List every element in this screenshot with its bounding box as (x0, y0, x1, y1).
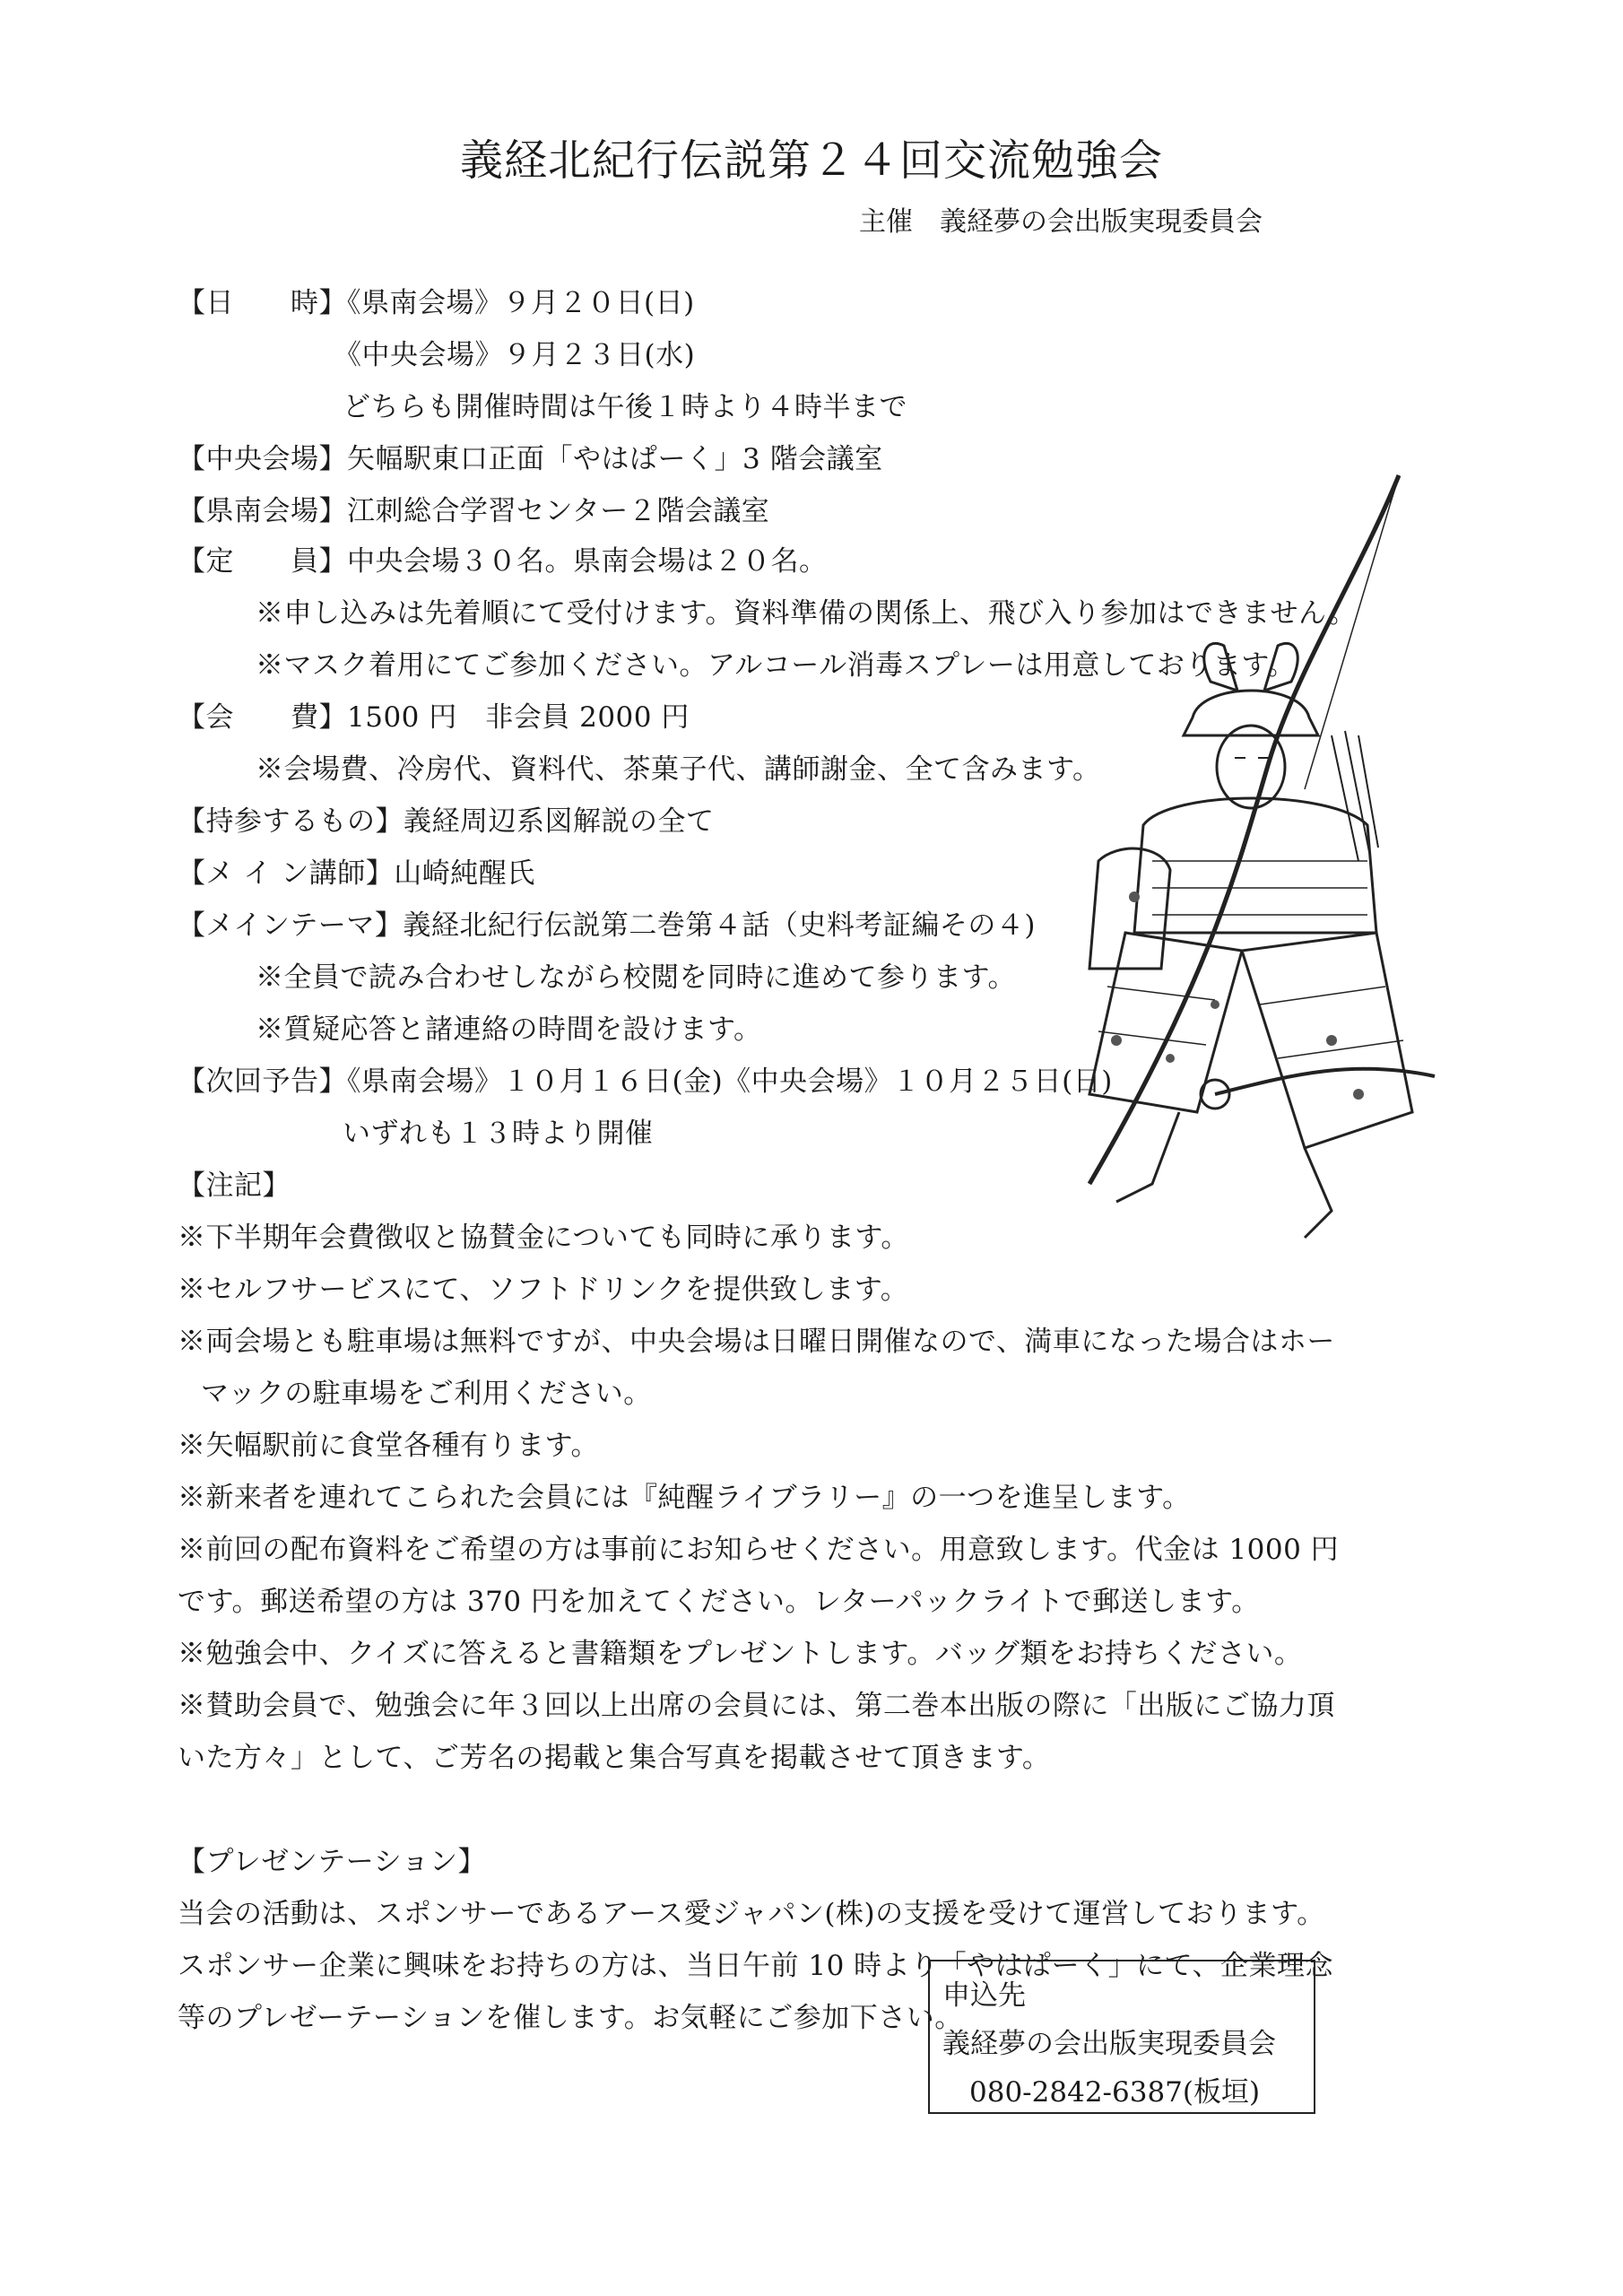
document-title: 義経北紀行伝説第２４回交流勉強会 (459, 135, 1163, 186)
text-line: 【持参するもの】義経周辺系図解説の全て (178, 805, 715, 838)
text-line: ※会場費、冷房代、資料代、茶菓子代、講師謝金、全て含みます。 (256, 753, 1101, 786)
text-line: です。郵送希望の方は 370 円を加えてください。レターパックライトで郵送します。 (178, 1586, 1260, 1618)
text-line: 【定 員】中央会場３０名。県南会場は２０名。 (178, 545, 828, 578)
text-line: 【中央会場】矢幅駅東口正面「やはぱーく」3 階会議室 (178, 443, 883, 475)
text-line: ※マスク着用にてご参加ください。アルコール消毒スプレーは用意しております。 (256, 649, 1296, 682)
text-line: いた方々」として、ご芳名の掲載と集合写真を掲載させて頂きます。 (178, 1742, 1051, 1774)
text-line: どちらも開催時間は午後１時より４時半まで (343, 391, 907, 423)
text-line: ※申し込みは先着順にて受付けます。資料準備の関係上、飛び入り参加はできません。 (256, 597, 1357, 630)
text-line: 【県南会場】江刺総合学習センター２階会議室 (178, 495, 770, 527)
text-line: スポンサー企業に興味をお持ちの方は、当日午前 10 時より「やはぱーく」にて、企業理念 (178, 1950, 1334, 1982)
text-line: ※質疑応答と諸連絡の時間を設けます。 (256, 1013, 762, 1046)
text-line: いずれも１３時より開催 (343, 1118, 654, 1150)
text-line: ※矢幅駅前に食堂各種有ります。 (178, 1430, 600, 1462)
text-line: ※両会場とも駐車場は無料ですが、中央会場は日曜日開催なので、満車になった場合はホー (178, 1326, 1335, 1358)
text-line: ※セルフサービスにて、ソフトドリンクを提供致します。 (178, 1274, 909, 1306)
text-line: ※下半期年会費徴収と協賛金についても同時に承ります。 (178, 1222, 909, 1254)
text-line: 【注記】 (178, 1170, 291, 1202)
contact-box (928, 1960, 1315, 2114)
text-line: マックの駐車場をご利用ください。 (201, 1378, 652, 1410)
text-line: ※前回の配布資料をご希望の方は事前にお知らせください。用意致します。代金は 1000 円 (178, 1534, 1340, 1566)
organizer: 主催 義経夢の会出版実現委員会 (859, 206, 1263, 238)
contact-name: 義経夢の会出版実現委員会 (942, 2028, 1276, 2060)
text-line: ※賛助会員で、勉強会に年３回以上出席の会員には、第二巻本出版の際に「出版にご協力頂 (178, 1690, 1335, 1722)
text-line: 【日 時】《県南会場》９月２０日(日) (178, 287, 695, 319)
text-line: 等のプレゼーテーションを催します。お気軽にご参加下さい。 (178, 2002, 963, 2034)
text-line: ※勉強会中、クイズに答えると書籍類をプレゼントします。バッグ類をお持ちください。 (178, 1638, 1303, 1670)
text-line: 【プレゼンテーション】 (178, 1846, 487, 1878)
text-line: 【会 費】1500 円 非会員 2000 円 (178, 701, 690, 734)
text-line: 【メインテーマ】義経北紀行伝説第二巻第４話（史料考証編その４) (178, 909, 1036, 942)
text-line: 【メ イ ン講師】山崎純醒氏 (178, 857, 535, 890)
text-line: 《中央会場》９月２３日(水) (334, 339, 696, 371)
contact-phone: 080-2842-6387(板垣) (969, 2076, 1261, 2109)
text-line: ※新来者を連れてこられた会員には『純醒ライブラリー』の一つを進呈します。 (178, 1482, 1191, 1514)
text-line: 【次回予告】《県南会場》１０月１６日(金)《中央会場》１０月２５日(日) (178, 1065, 1113, 1098)
text-line: ※全員で読み合わせしながら校閲を同時に進めて参ります。 (256, 961, 1017, 994)
samurai-archer-illustration (1036, 466, 1439, 1256)
contact-heading: 申込先 (942, 1979, 1026, 2012)
text-line: 当会の活動は、スポンサーであるアース愛ジャパン(株)の支援を受けて運営しております。 (178, 1898, 1325, 1930)
